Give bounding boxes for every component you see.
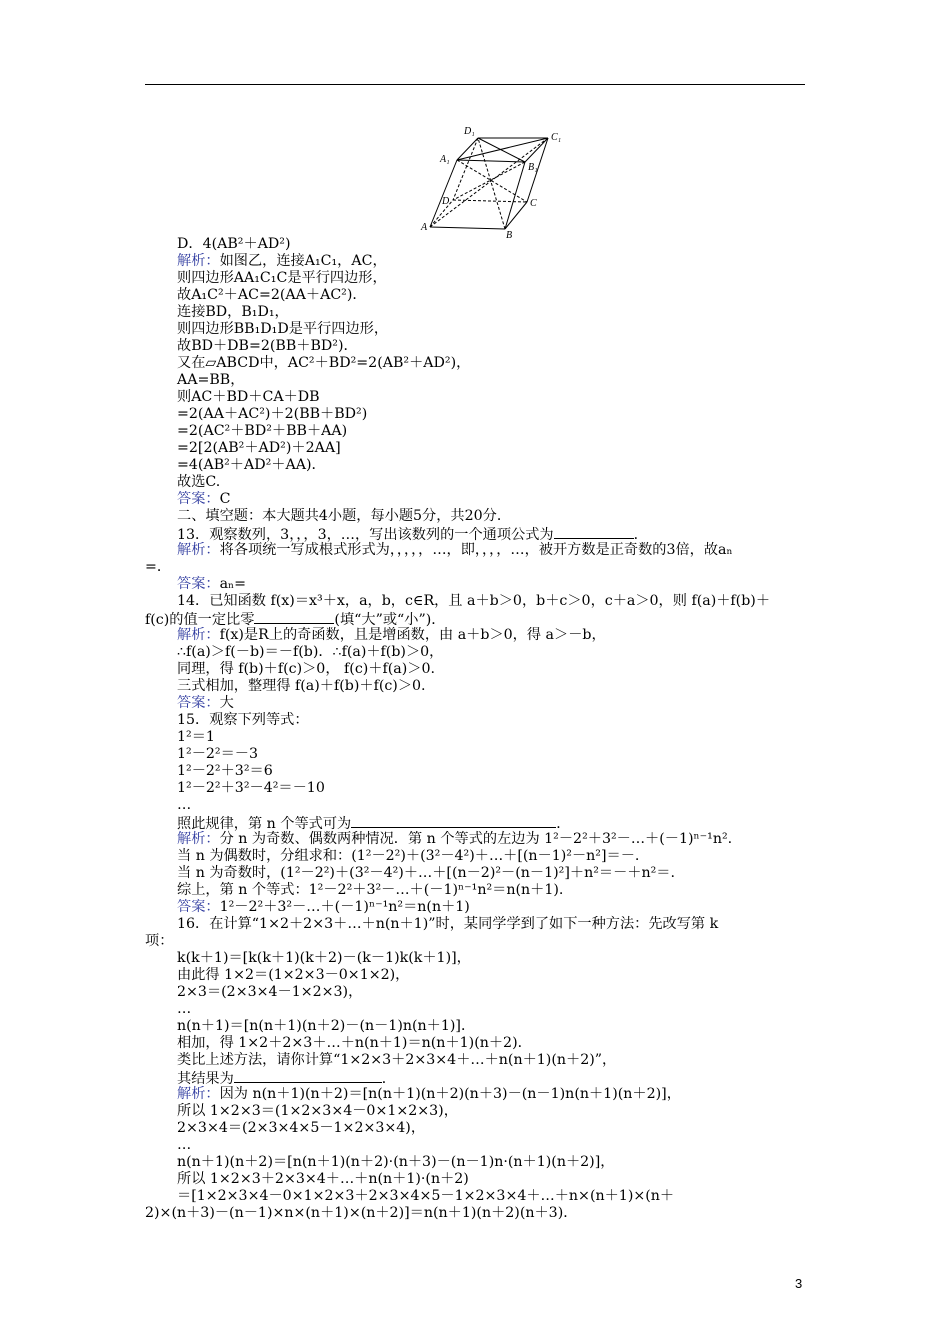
vertex-label: A xyxy=(421,222,428,233)
line-text: n(n＋1)＝[n(n＋1)(n＋2)－(n－1)n(n＋1)]． xyxy=(177,1018,476,1034)
text-line xyxy=(177,882,563,899)
section-label: 解析： xyxy=(177,831,220,847)
text-line xyxy=(177,797,191,814)
answer-line xyxy=(177,695,234,712)
line-text: … xyxy=(177,797,192,813)
vertex-label: B₁ xyxy=(528,162,538,173)
line-text: 1²－2²＋3²－4²＝－10 xyxy=(177,780,325,796)
line-text: 1²－2²＋3²－…＋(－1)ⁿ⁻¹n²＝n(n＋1) xyxy=(219,899,470,915)
text-line xyxy=(177,440,341,457)
text-line xyxy=(177,1001,191,1018)
line-text: =2[2(AB²＋AD²)＋2AA] xyxy=(177,440,341,456)
line-text: =4(AB²＋AD²＋AA)． xyxy=(177,457,326,473)
fill-in-blank xyxy=(351,814,556,828)
text-line xyxy=(177,848,639,865)
text-line xyxy=(177,474,220,491)
vertex-label: B xyxy=(506,230,513,238)
answer-line xyxy=(177,253,387,270)
line-text: 1²＝1 xyxy=(177,729,215,745)
line-text: 如图乙，连接A₁C₁，AC， xyxy=(219,253,387,269)
line-text: D．4(AB²＋AD²) xyxy=(177,236,291,252)
answer-line xyxy=(177,542,733,559)
text-line xyxy=(177,916,718,933)
text-line xyxy=(177,236,291,253)
header-rule xyxy=(145,84,805,85)
line-text: 13．观察数列，3，，，3，…，写出该数列的一个通项公式为 xyxy=(177,527,554,543)
line-text: 1²－2²＝－3 xyxy=(177,746,259,762)
text-line xyxy=(177,1154,614,1171)
text-line xyxy=(177,1018,475,1035)
text-line xyxy=(177,593,770,610)
section-label: 解析： xyxy=(177,542,220,558)
line-text: f(c)的值一定比零 xyxy=(145,612,255,628)
section-label: 解析： xyxy=(177,1086,220,1102)
line-text: 1²－2²＋3²＝6 xyxy=(177,763,273,779)
text-line xyxy=(145,933,173,950)
text-line xyxy=(177,423,347,440)
line-text: =． xyxy=(145,559,172,575)
text-line xyxy=(177,1188,674,1205)
text-line xyxy=(177,967,409,984)
vertex-label: C xyxy=(530,198,537,209)
text-line xyxy=(177,661,435,678)
line-text: 类比上述方法，请你计算“1×2×3＋2×3×4＋…＋n(n＋1)(n＋2)”， xyxy=(177,1052,617,1068)
line-text: 综上，第 n 个等式：1²－2²＋3²－…＋(－1)ⁿ⁻¹n²＝n(n＋1). xyxy=(177,882,564,898)
text-line xyxy=(145,1205,577,1222)
text-line xyxy=(177,508,511,525)
section-label: 解析： xyxy=(177,253,220,269)
text-line xyxy=(177,1052,616,1069)
text-line xyxy=(177,1103,458,1120)
line-text: 故选C. xyxy=(177,474,221,490)
line-text: 所以 1×2×3＝(1×2×3×4－0×1×2×3)， xyxy=(177,1103,458,1119)
text-line xyxy=(177,678,426,695)
text-line xyxy=(177,865,675,882)
line-text-after: ． xyxy=(556,816,571,832)
line-text: 2)×(n＋3)－(n－1)×n×(n＋1)×(n＋2)]＝n(n＋1)(n＋2)(n＋3)． xyxy=(145,1205,578,1221)
answer-line xyxy=(177,831,732,848)
text-line xyxy=(177,406,367,423)
line-text-after: (填“大”或“小”)． xyxy=(334,612,446,628)
text-line xyxy=(177,270,387,287)
text-line xyxy=(177,644,443,661)
section-label: 答案： xyxy=(177,899,220,915)
vertex-label: A₁ xyxy=(440,154,450,165)
line-text: =2(AC²＋BD²＋BB＋AA) xyxy=(177,423,348,439)
page-number: 3 xyxy=(795,1276,803,1291)
section-label: 答案： xyxy=(177,576,220,592)
line-text: … xyxy=(177,1001,192,1017)
line-text: 15．观察下列等式： xyxy=(177,712,309,728)
line-text: 故A₁C²＋AC=2(AA＋AC²)． xyxy=(177,287,367,303)
line-text: n(n＋1)(n＋2)＝[n(n＋1)(n＋2)·(n＋3)－(n－1)n·(n＋1)(n＋2)]， xyxy=(177,1154,615,1170)
text-line xyxy=(177,712,309,729)
fill-in-blank xyxy=(554,525,634,539)
line-text: 因为 n(n＋1)(n＋2)＝[n(n＋1)(n＋2)(n＋3)－(n－1)n(n＋1)(n＋2)]， xyxy=(219,1086,681,1102)
answer-line xyxy=(177,491,230,508)
text-line xyxy=(177,763,273,780)
parallelepiped-figure xyxy=(420,120,570,238)
line-text: 当 n 为奇数时，(1²－2²)＋(3²－4²)＋…＋[(n－2)²－(n－1)²]＋n²＝－＋n²＝. xyxy=(177,865,675,881)
line-text: 则四边形BB₁D₁D是平行四边形， xyxy=(177,321,389,337)
line-text-after: ． xyxy=(633,527,648,543)
line-text: AA=BB， xyxy=(177,372,245,388)
line-text: 16．在计算“1×2＋2×3＋…＋n(n＋1)”时，某同学学到了如下一种方法：先改写第 k xyxy=(177,916,719,932)
text-line xyxy=(177,1171,469,1188)
text-line xyxy=(177,372,244,389)
line-text: k(k＋1)＝[k(k＋1)(k＋2)－(k－1)k(k＋1)]， xyxy=(177,950,471,966)
line-text: 同理，得 f(b)＋f(c)＞0， f(c)＋f(a)＞0. xyxy=(177,661,435,677)
text-line xyxy=(177,355,470,372)
line-text: 故BD＋DB=2(BB＋BD²)． xyxy=(177,338,358,354)
line-text: 分 n 为奇数、偶数两种情况．第 n 个等式的左边为 1²－2²＋3²－…＋(－1)ⁿ⁻¹n². xyxy=(219,831,733,847)
line-text: 2×3×4＝(2×3×4×5－1×2×3×4)， xyxy=(177,1120,426,1136)
line-text: aₙ= xyxy=(219,576,247,592)
line-text: 由此得 1×2＝(1×2×3－0×1×2)， xyxy=(177,967,410,983)
text-line xyxy=(177,304,289,321)
line-text: 所以 1×2×3＋2×3×4＋…＋n(n＋1)·(n＋2) xyxy=(177,1171,469,1187)
line-text: 二、填空题：本大题共4小题，每小题5分，共20分． xyxy=(177,508,512,524)
text-line xyxy=(145,559,171,576)
line-text: 其结果为 xyxy=(177,1071,234,1087)
line-text: =2(AA＋AC²)＋2(BB＋BD²) xyxy=(177,406,368,422)
line-text: 又在▱ABCD中，AC²＋BD²=2(AB²＋AD²)， xyxy=(177,355,471,371)
line-text: 将各项统一写成根式形式为，，，，，…，即，，，，…，被开方数是正奇数的3倍，故aₙ xyxy=(219,542,733,558)
line-text: 项： xyxy=(145,933,174,949)
line-text: 则四边形AA₁C₁C是平行四边形， xyxy=(177,270,387,286)
answer-line xyxy=(177,576,246,593)
fill-in-blank xyxy=(234,1069,382,1083)
section-label: 答案： xyxy=(177,695,220,711)
line-text: 照此规律，第 n 个等式可为 xyxy=(177,816,352,832)
line-text: ∴f(a)＞f(－b)＝－f(b)．∴f(a)＋f(b)＞0， xyxy=(177,644,444,660)
vertex-label: C₁ xyxy=(551,132,562,143)
line-text: 相加，得 1×2＋2×3＋…＋n(n＋1)＝n(n＋1)(n＋2)． xyxy=(177,1035,532,1051)
vertex-label: D₁ xyxy=(464,126,475,137)
fill-in-blank xyxy=(254,610,334,624)
line-text-after: ． xyxy=(381,1071,396,1087)
section-label: 解析： xyxy=(177,627,220,643)
line-text: 当 n 为偶数时，分组求和：(1²－2²)＋(3²－4²)＋…＋[(n－1)²－n²]＝－. xyxy=(177,848,640,864)
line-text: C xyxy=(219,491,231,507)
vertex-label: D xyxy=(442,196,450,207)
text-line xyxy=(177,950,471,967)
line-text: 2×3＝(2×3×4－1×2×3)， xyxy=(177,984,363,1000)
text-line xyxy=(177,746,258,763)
line-text: … xyxy=(177,1137,192,1153)
text-line xyxy=(177,729,215,746)
line-text: f(x)是R上的奇函数，且是增函数，由 a＋b＞0，得 a＞－b， xyxy=(219,627,606,643)
line-text: 大 xyxy=(219,695,234,711)
text-line xyxy=(177,1120,425,1137)
text-line xyxy=(177,1035,532,1052)
line-text: 14．已知函数 f(x)＝x³＋x，a，b，c∈R，且 a＋b＞0，b＋c＞0，c＋a＞0，则 f(a)＋f(b)＋ xyxy=(177,593,771,609)
answer-line xyxy=(177,899,470,916)
section-label: 答案： xyxy=(177,491,220,507)
line-text: 三式相加，整理得 f(a)＋f(b)＋f(c)＞0. xyxy=(177,678,426,694)
text-line xyxy=(177,287,367,304)
answer-line xyxy=(177,627,606,644)
line-text: 则AC＋BD＋CA＋DB xyxy=(177,389,320,405)
text-line xyxy=(177,1137,191,1154)
text-line xyxy=(177,984,362,1001)
line-text: 连接BD，B₁D₁， xyxy=(177,304,289,320)
text-line xyxy=(177,457,326,474)
text-line xyxy=(177,338,358,355)
text-line xyxy=(177,321,388,338)
text-line xyxy=(177,780,325,797)
line-text: ＝[1×2×3×4－0×1×2×3＋2×3×4×5－1×2×3×4＋…＋n×(n＋1)×(n＋ xyxy=(177,1188,675,1204)
answer-line xyxy=(177,1086,681,1103)
text-line xyxy=(177,389,320,406)
